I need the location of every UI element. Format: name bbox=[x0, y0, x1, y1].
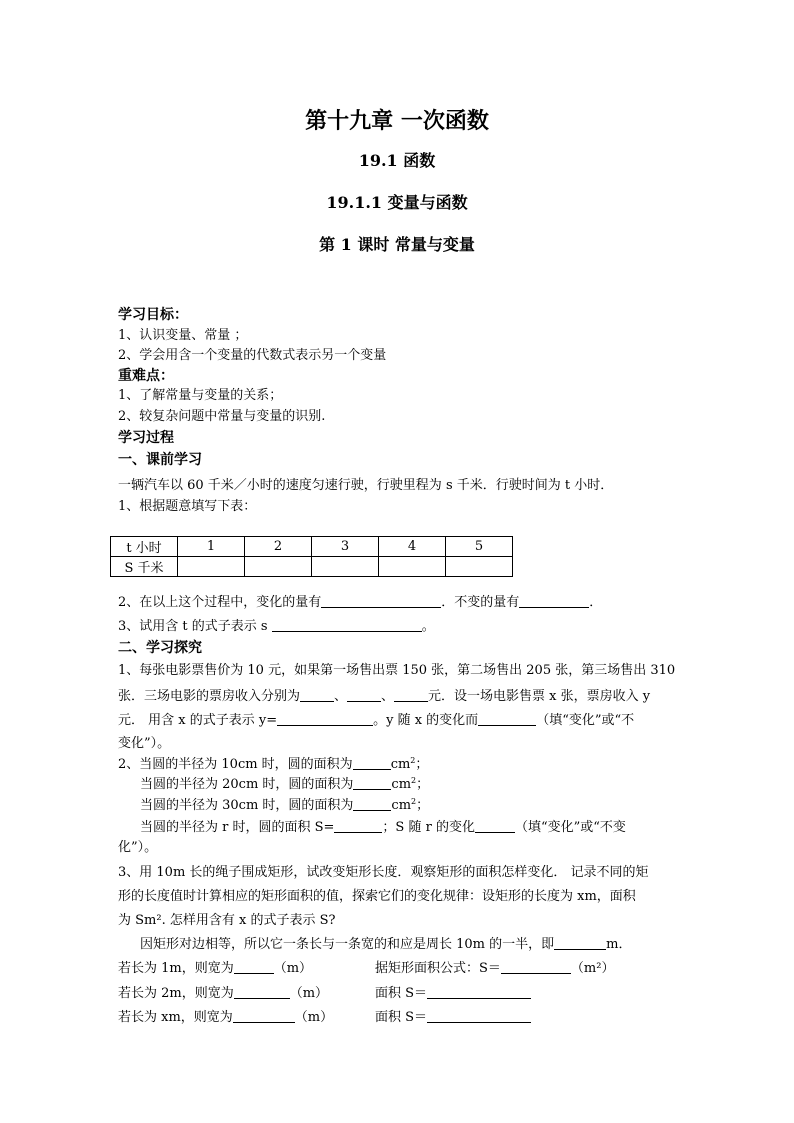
key-point-item: 1、了解常量与变量的关系； bbox=[118, 388, 283, 403]
table-cell-empty[interactable] bbox=[312, 557, 379, 577]
answer-blank[interactable] bbox=[501, 960, 571, 974]
width-text: 若长为 1m，则宽为 bbox=[118, 961, 234, 976]
q2-text: ．不变的量有 bbox=[441, 595, 520, 610]
table-cell-empty[interactable] bbox=[379, 557, 446, 577]
q2-text: 2、在以上这个过程中，变化的量有 bbox=[118, 595, 322, 610]
answer-blank[interactable] bbox=[353, 797, 391, 811]
table-row-label: S 千米 bbox=[111, 557, 178, 577]
p3-line: 3、用 10m 长的绳子围成矩形，试改变矩形长度．观察矩形的面积怎样变化． 记录不同的矩 bbox=[118, 865, 649, 880]
width-text: 若长为 2m，则宽为 bbox=[118, 986, 234, 1001]
area-text: 面积 S＝ bbox=[375, 986, 428, 1001]
p2-text: 当圆的半径为 30cm 时，圆的面积为 bbox=[140, 798, 354, 813]
table-cell: 5 bbox=[446, 537, 513, 557]
process-heading: 学习过程 bbox=[118, 430, 174, 446]
part2-heading: 二、学习探究 bbox=[118, 640, 202, 656]
answer-blank[interactable] bbox=[353, 776, 391, 790]
width-text: 若长为 xm，则宽为 bbox=[118, 1010, 233, 1025]
answer-blank[interactable] bbox=[234, 960, 274, 974]
p1-sep: 、 bbox=[334, 689, 348, 704]
unit-superscript: 2 bbox=[411, 797, 417, 806]
q3-text: 3、试用含 t 的式子表示 s bbox=[118, 619, 272, 634]
p1-line: 1、每张电影票售价为 10 元，如果第一场售出票 150 张，第二场售出 205 张，第三场售出 310 bbox=[118, 663, 676, 678]
answer-blank[interactable] bbox=[394, 688, 428, 702]
q3-text: 。 bbox=[421, 619, 435, 634]
answer-blank[interactable] bbox=[334, 819, 382, 833]
width-unit: （m） bbox=[294, 1010, 334, 1025]
objective-item: 1、认识变量、常量 ； bbox=[118, 328, 248, 343]
area-unit: （m²） bbox=[570, 961, 615, 976]
p2-text: （填“变化”或“不变 bbox=[514, 820, 626, 835]
part1-q2 bbox=[118, 594, 602, 612]
unit-text: cm bbox=[390, 757, 411, 772]
width-unit: （m） bbox=[289, 986, 329, 1001]
unit-text: cm bbox=[391, 777, 412, 792]
table-cell: 2 bbox=[245, 537, 312, 557]
p2-text: 2、当圆的半径为 10cm 时，圆的面积为 bbox=[118, 757, 353, 772]
objective-item: 2、学会用含一个变量的代数式表示另一个变量 bbox=[118, 348, 387, 363]
area-text: 面积 S＝ bbox=[375, 1010, 428, 1025]
answer-blank[interactable] bbox=[353, 756, 391, 770]
p2-text: ； bbox=[415, 757, 429, 772]
width-unit: （m） bbox=[273, 961, 313, 976]
answer-blank[interactable] bbox=[233, 1009, 295, 1023]
unit-text: cm bbox=[391, 798, 412, 813]
p2-line bbox=[140, 797, 429, 815]
unit-superscript: 2 bbox=[410, 756, 416, 765]
table-cell-empty[interactable] bbox=[446, 557, 513, 577]
section-title: 19.1 函数 bbox=[358, 151, 436, 170]
p2-text: ； bbox=[416, 777, 430, 792]
table-row-label: t 小时 bbox=[111, 537, 178, 557]
p1-sep: 、 bbox=[381, 689, 395, 704]
p3-text: 因矩形对边相等，所以它一条长与一条宽的和应是周长 10m 的一半，即 bbox=[140, 937, 555, 952]
p1-text: （填“变化”或“不 bbox=[536, 713, 635, 728]
unit-superscript: 2 bbox=[411, 776, 417, 785]
answer-blank[interactable] bbox=[427, 985, 531, 999]
p1-line bbox=[118, 712, 634, 730]
answer-blank[interactable] bbox=[272, 618, 422, 632]
p2-text: ； bbox=[416, 798, 430, 813]
table-cell-empty[interactable] bbox=[245, 557, 312, 577]
p2-text: 当圆的半径为 20cm 时，圆的面积为 bbox=[140, 777, 354, 792]
p3-line: 为 Sm². 怎样用含有 x 的式子表示 S? bbox=[118, 913, 336, 928]
p1-text: 元．设一场电影售票 x 张，票房收入 y bbox=[428, 689, 651, 704]
area-row bbox=[375, 985, 531, 1003]
part1-q1: 1、根据题意填写下表： bbox=[118, 499, 257, 514]
width-row bbox=[118, 985, 328, 1003]
p3-text: m． bbox=[606, 937, 632, 952]
answer-blank[interactable] bbox=[300, 688, 334, 702]
part1-intro: 一辆汽车以 60 千米／小时的速度匀速行驶，行驶里程为 s 千米．行驶时间为 t 小时． bbox=[118, 478, 614, 493]
answer-blank[interactable] bbox=[478, 712, 536, 726]
subsection-title: 19.1.1 变量与函数 bbox=[326, 193, 468, 212]
table-row bbox=[111, 557, 513, 577]
key-point-item: 2、较复杂问题中常量与变量的识别. bbox=[118, 409, 326, 424]
q2-text: ． bbox=[589, 595, 603, 610]
width-row bbox=[118, 960, 312, 978]
key-points-heading: 重难点： bbox=[118, 368, 174, 384]
area-row bbox=[375, 960, 614, 978]
p2-line bbox=[118, 756, 428, 774]
answer-blank[interactable] bbox=[475, 819, 515, 833]
p1-line bbox=[118, 688, 650, 706]
answer-blank[interactable] bbox=[427, 1009, 531, 1023]
area-text: 据矩形面积公式：S＝ bbox=[375, 961, 501, 976]
p1-text: 。y 随 x 的变化而 bbox=[373, 713, 479, 728]
p2-line bbox=[140, 819, 626, 837]
p1-text: 张．三场电影的票房收入分别为 bbox=[118, 689, 301, 704]
p1-line: 变化”）。 bbox=[118, 736, 171, 751]
p2-line bbox=[140, 776, 429, 794]
chapter-title: 第十九章 一次函数 bbox=[305, 108, 489, 134]
table-cell: 1 bbox=[178, 537, 245, 557]
p2-line: 化”）。 bbox=[118, 840, 158, 855]
answer-blank[interactable] bbox=[347, 688, 381, 702]
part1-heading: 一、课前学习 bbox=[118, 452, 202, 468]
lesson-title: 第 1 课时 常量与变量 bbox=[319, 235, 475, 254]
width-row bbox=[118, 1009, 333, 1027]
p3-line: 形的长度值时计算相应的矩形面积的值，探索它们的变化规律：设矩形的长度为 xm，面积 bbox=[118, 889, 636, 904]
objectives-heading: 学习目标： bbox=[118, 307, 188, 323]
answer-blank[interactable] bbox=[234, 985, 290, 999]
answer-blank[interactable] bbox=[519, 594, 589, 608]
table-row bbox=[111, 537, 513, 557]
p2-text: 当圆的半径为 r 时，圆的面积 S= bbox=[140, 820, 335, 835]
answer-blank[interactable] bbox=[554, 936, 606, 950]
p1-text: 元． 用含 x 的式子表示 y= bbox=[118, 713, 278, 728]
fill-in-table bbox=[110, 536, 513, 577]
answer-blank[interactable] bbox=[277, 712, 373, 726]
part1-q3 bbox=[118, 618, 435, 636]
p3-line bbox=[140, 936, 631, 954]
area-row bbox=[375, 1009, 531, 1027]
table-cell-empty[interactable] bbox=[178, 557, 245, 577]
p2-text: ；S 随 r 的变化 bbox=[382, 820, 475, 835]
table-cell: 3 bbox=[312, 537, 379, 557]
table-cell: 4 bbox=[379, 537, 446, 557]
answer-blank[interactable] bbox=[321, 594, 441, 608]
